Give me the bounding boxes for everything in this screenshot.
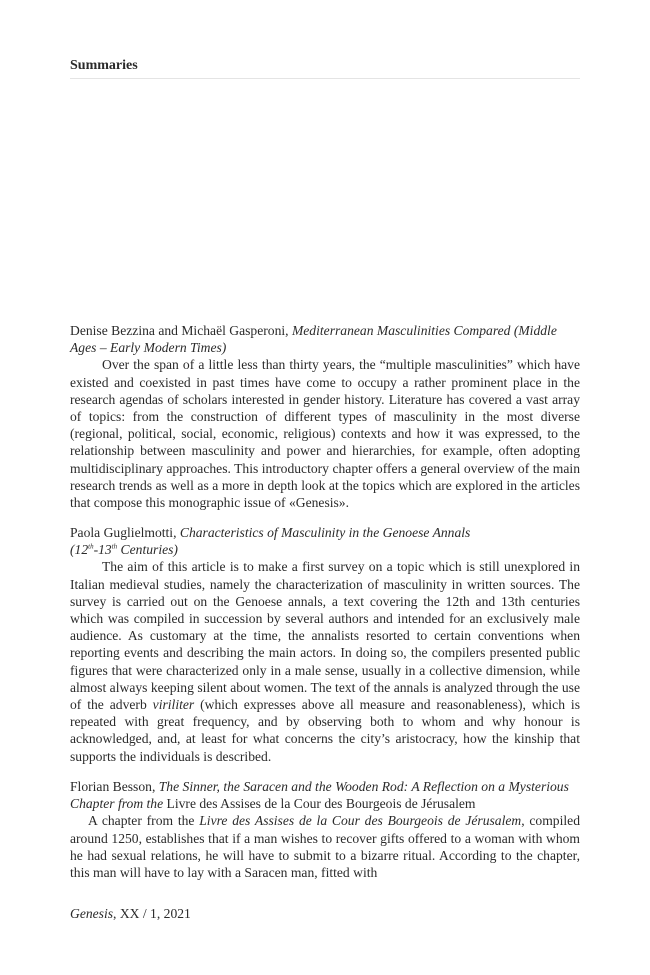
entry-article-title: Characteristics of Masculinity in the Genoese Annals (12th-13th Centuries) — [70, 525, 471, 558]
summary-entry — [70, 322, 580, 511]
page-heading: Summaries — [70, 57, 580, 79]
entry-abstract: A chapter from the Livre des Assises de la Cour des Bourgeois de Jérusalem, compiled around 1250, establishes that if a man wishes to recover gifts offered to a woman with whom he had sexual relations, he will have to submit to a bizarre ritual. According to the chapter, this man will have to lay with a Saracen man, fitted with — [70, 813, 580, 881]
page-footer — [70, 905, 191, 922]
entry-article-title: The Sinner, the Saracen and the Wooden Rod: A Reflection on a Mysterious Chapter from the — [70, 779, 569, 812]
entry-article-title-roman: Livre des Assises de la Cour des Bourgeois de Jérusalem — [163, 796, 476, 812]
entry-authors: Florian Besson, — [70, 779, 159, 794]
footer-issue: , XX / 1, 2021 — [113, 906, 191, 921]
entry-title — [70, 322, 580, 356]
summary-entry — [70, 524, 580, 765]
entry-abstract: The aim of this article is to make a first survey on a topic which is still unexplored in Italian medieval studies, namely the characterization of masculinity in written sources. The survey is carried out on the Genoese annals, a text covering the 12th and 13th centuries which was compiled in succession by several authors and intended for an exclusively male audience. As customary at the time, the annalists resorted to certain conventions when reporting events and describing the main actors. In doing so, the compilers presented public figures that were characterized only in a male sense, usually in a collective dimension, while almost always keeping silent about women. The text of the annals is analyzed through the use of the adverb viriliter (which expresses above all measure and reasonableness), which is repeated with great frequency, and by observing both to whom and why honour is acknowledged, and, at least for what concerns the city’s aristocracy, how the kinship that supports the individuals is described. — [70, 559, 580, 764]
entry-title — [70, 778, 580, 812]
entry-article-title: Mediterranean Masculinities Compared (Middle Ages – Early Modern Times) — [70, 323, 557, 356]
entry-title — [70, 524, 580, 558]
entry-authors: Denise Bezzina and Michaël Gasperoni, — [70, 323, 292, 338]
footer-journal: Genesis — [70, 906, 114, 921]
entry-authors: Paola Guglielmotti, — [70, 525, 180, 540]
entry-abstract: Over the span of a little less than thirty years, the “multiple masculinities” which have existed and coexisted in past times have come to occupy a rather prominent place in the research agendas of scholars interested in gender history. Literature has covered a vast array of topics: from the construction of different types of masculinity in the most diverse (regional, political, social, economic, religious) contexts and how it was expressed, to the relationship between masculinity and power and hierarchies, for example, often adopting multidisciplinary approaches. This introductory chapter offers a general overview of the main research trends as well as a more in depth look at the topics which are explored in the articles that compose this monographic issue of «Genesis». — [70, 357, 580, 511]
summary-entry — [70, 778, 580, 881]
